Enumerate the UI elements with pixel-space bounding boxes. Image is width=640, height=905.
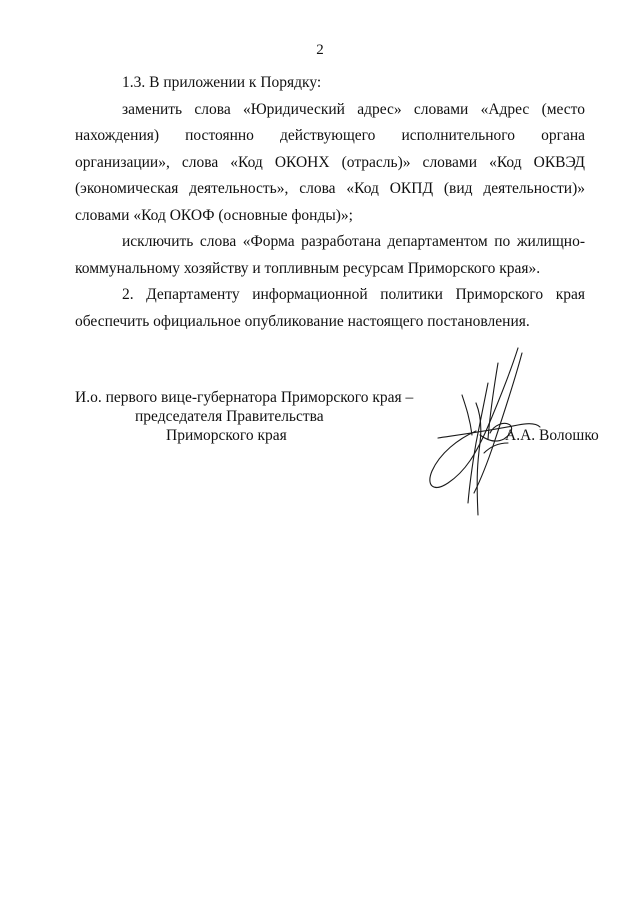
signatory-name: А.А. Волошко — [505, 427, 599, 444]
paragraph-1-3: 1.3. В приложении к Порядку: — [122, 74, 322, 91]
position-line-3: Приморского края — [166, 427, 287, 444]
document-body — [75, 70, 585, 335]
signatory-position — [75, 388, 413, 445]
paragraph-exclude-words: исключить слова «Форма разработана департаментом по жилищно-коммунальному хозяйству и топливным ресурсам Приморского края». — [75, 233, 585, 277]
position-line-1: И.о. первого вице-губернатора Приморского края – — [75, 389, 414, 406]
paragraph-replace-words: заменить слова «Юридический адрес» словами «Адрес (место нахождения) постоянно действующего исполнительного органа организации», слова «Код ОКОНХ (отрасль)» словами «Код ОКВЭД (экономическая деятельность», слова «Код ОКПД (вид деятельности)» словами «Код ОКОФ (основные фонды)»; — [75, 100, 585, 224]
page-number: 2 — [316, 42, 324, 58]
paragraph-2: 2. Департаменту информационной политики Приморского края обеспечить официальное опубликование настоящего постановления. — [75, 286, 585, 330]
position-line-2: председателя Правительства — [135, 408, 324, 425]
